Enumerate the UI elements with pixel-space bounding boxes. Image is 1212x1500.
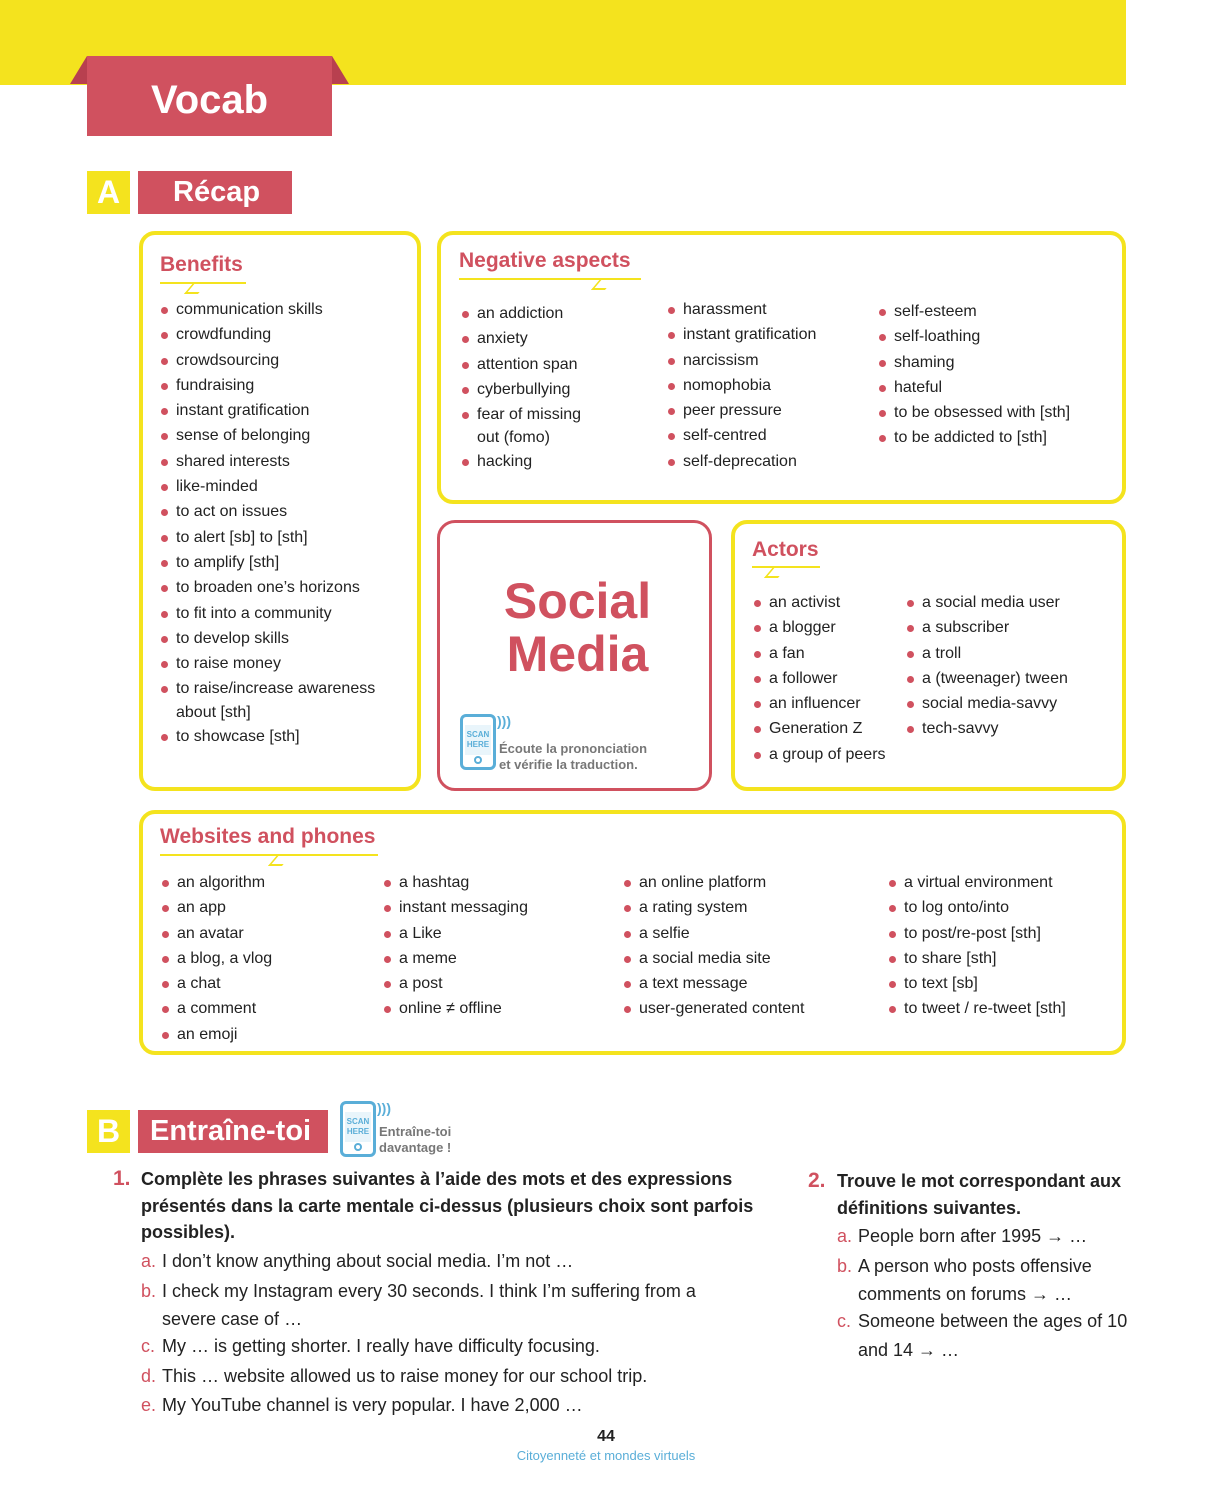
list-item: crowdsourcing [160,348,375,373]
section-a-title: Récap [138,171,292,214]
list-item: instant messaging [383,895,528,920]
list-item: hacking [461,449,581,474]
list-item: an addiction [461,301,581,326]
websites-title: Websites and phones [160,825,376,848]
list-item: a group of peers [753,742,886,767]
list-item: an avatar [161,921,272,946]
list-item: peer pressure [667,398,816,423]
exercise-1-question: Complète les phrases suivantes à l’aide des mots et des expressions présentés dans la carte mentale ci-dessus (plusieurs choix sont parfois possibles). [141,1169,754,1242]
list-item: crowdfunding [160,322,375,347]
list-item: c. Someone between the ages of 10 and 14 → … [837,1311,1128,1360]
list-item: to post/re-post [sth] [888,921,1066,946]
list-item: anxiety [461,326,581,351]
list-item: a troll [906,641,1068,666]
exercise-2-items [837,1222,1127,1363]
list-item: self-loathing [878,324,1070,349]
negative-aspects-box [437,231,1126,504]
list-item: a text message [623,971,804,996]
list-item: fundraising [160,373,375,398]
list-item: shaming [878,350,1070,375]
list-item: harassment [667,297,816,322]
list-item: to share [sth] [888,946,1066,971]
list-item: a subscriber [906,615,1068,640]
list-item: like-minded [160,474,375,499]
list-item: to tweet / re-tweet [sth] [888,996,1066,1021]
page-title: Vocab [87,56,332,136]
scan-phone-icon[interactable]: SCAN HERE [340,1101,376,1157]
list-item: self-centred [667,423,816,448]
list-item: to broaden one’s horizons [160,575,375,600]
actors-box [731,520,1126,791]
list-item: to log onto/into [888,895,1066,920]
list-item: to raise money [160,651,375,676]
list-item: b. I check my Instagram every 30 seconds. I think I’m suffering from a severe case of … [141,1280,696,1329]
list-item: a fan [753,641,886,666]
list-item: to act on issues [160,499,375,524]
section-a-letter: A [87,171,130,214]
websites-list-col4 [888,870,1066,1022]
benefits-title: Benefits [160,253,243,276]
actors-title: Actors [752,538,819,561]
scan-phone-icon[interactable]: SCAN HERE [460,714,496,770]
list-item: a (tweenager) tween [906,666,1068,691]
list-item: d. This … website allowed us to raise money for our school trip. [141,1365,648,1386]
list-item: fear of missing out (fomo) [461,402,581,449]
list-item: attention span [461,352,581,377]
ribbon-fold-left [70,56,87,84]
list-item: to be obsessed with [sth] [878,400,1070,425]
section-b-title: Entraîne-toi [138,1110,328,1153]
list-item: to text [sb] [888,971,1066,996]
list-item: a selfie [623,921,804,946]
negative-list-col1 [461,301,581,475]
list-item: online ≠ offline [383,996,528,1021]
actors-list-col2 [906,590,1068,742]
list-item: self-esteem [878,299,1070,324]
benefits-list [160,297,375,749]
list-item: a meme [383,946,528,971]
list-item: an emoji [161,1022,272,1047]
list-item: hateful [878,375,1070,400]
websites-list-col1 [161,870,272,1047]
list-item: an algorithm [161,870,272,895]
list-item: sense of belonging [160,423,375,448]
chapter-title: Citoyenneté et mondes virtuels [516,1448,696,1463]
exercise-2-number: 2. [808,1169,826,1192]
list-item: nomophobia [667,373,816,398]
list-item: a post [383,971,528,996]
exercise-2-question: Trouve le mot correspondant aux définitions suivantes. [837,1171,1122,1218]
list-item: to amplify [sth] [160,550,375,575]
list-item: instant gratification [160,398,375,423]
title-underline [160,854,378,856]
list-item: to develop skills [160,626,375,651]
social-media-title: Social Media [503,573,652,682]
list-item: to fit into a community [160,601,375,626]
list-item: a. People born after 1995 → … [837,1226,1088,1246]
signal-waves-icon: ))) [497,713,511,729]
list-item: cyberbullying [461,377,581,402]
list-item: a. I don’t know anything about social media. I’m not … [141,1251,574,1271]
list-item: a comment [161,996,272,1021]
list-item: an activist [753,590,886,615]
list-item: a hashtag [383,870,528,895]
actors-list-col1 [753,590,886,767]
list-item: self-deprecation [667,449,816,474]
list-item: a blogger [753,615,886,640]
negative-list-col2 [667,297,816,474]
scan-instructions: Entraîne-toi davantage ! [379,1124,452,1155]
list-item: a Like [383,921,528,946]
negative-list-col3 [878,299,1070,451]
list-item: a social media user [906,590,1068,615]
list-item: a rating system [623,895,804,920]
exercise-1-items [141,1247,696,1421]
list-item: a social media site [623,946,804,971]
list-item: communication skills [160,297,375,322]
websites-list-col2 [383,870,528,1022]
list-item: shared interests [160,449,375,474]
list-item: instant gratification [667,322,816,347]
list-item: to showcase [sth] [160,724,375,749]
ribbon-fold-right [332,56,349,84]
section-b-letter: B [87,1110,130,1153]
exercise-1-number: 1. [113,1167,131,1190]
scan-instructions: Écoute la prononciation et vérifie la traduction. [499,741,648,772]
websites-box [139,810,1126,1055]
page-number: 44 [597,1428,615,1445]
list-item: a virtual environment [888,870,1066,895]
list-item: user-generated content [623,996,804,1021]
benefits-box [139,231,421,791]
list-item: narcissism [667,348,816,373]
negative-aspects-title: Negative aspects [459,249,631,272]
signal-waves-icon: ))) [377,1100,391,1116]
list-item: tech-savvy [906,716,1068,741]
list-item: an online platform [623,870,804,895]
list-item: to alert [sb] to [sth] [160,525,375,550]
list-item: b. A person who posts offensive comments on forums → … [837,1255,1092,1304]
list-item: a chat [161,971,272,996]
list-item: a follower [753,666,886,691]
list-item: a blog, a vlog [161,946,272,971]
list-item: to raise/increase awareness about [sth] [160,676,375,723]
websites-list-col3 [623,870,804,1022]
list-item: an influencer [753,691,886,716]
social-media-center [437,520,712,791]
list-item: e. My YouTube channel is very popular. I have 2,000 … [141,1395,583,1415]
list-item: c. My … is getting shorter. I really have difficulty focusing. [141,1336,600,1356]
list-item: an app [161,895,272,920]
list-item: to be addicted to [sth] [878,425,1070,450]
list-item: Generation Z [753,716,886,741]
list-item: social media-savvy [906,691,1068,716]
